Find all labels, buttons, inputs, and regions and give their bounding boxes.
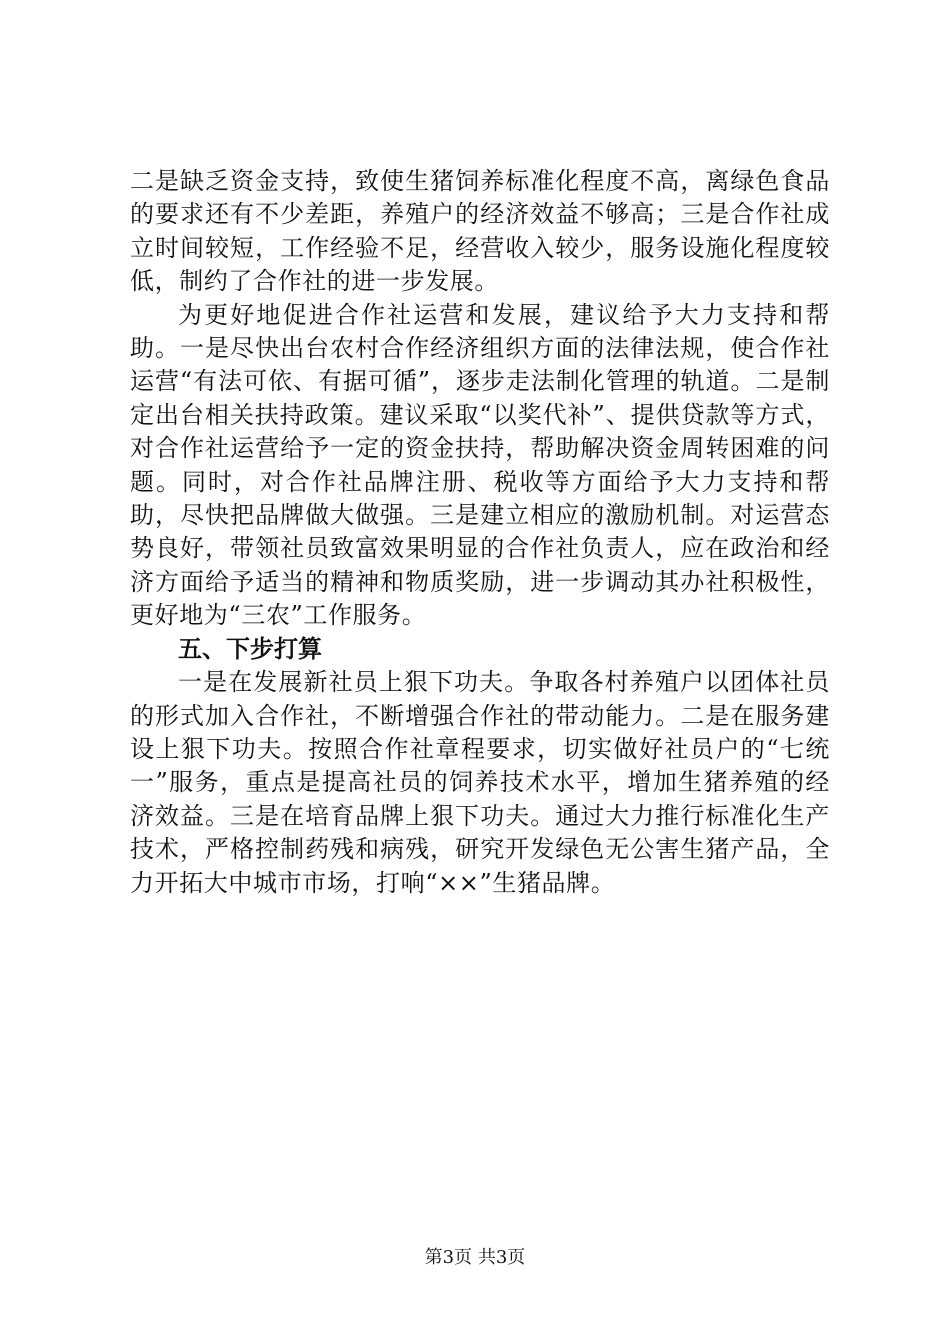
document-body	[130, 165, 830, 900]
paragraph-recommendations: 为更好地促进合作社运营和发展，建议给予大力支持和帮助。一是尽快出台农村合作经济组织方面的法律法规，使合作社运营“有法可依、有据可循”，逐步走法制化管理的轨道。二是制定出台相关扶持政策。建议采取“以奖代补”、提供贷款等方式，对合作社运营给予一定的资金扶持，帮助解决资金周转困难的问题。同时，对合作社品牌注册、税收等方面给予大力支持和帮助，尽快把品牌做大做强。三是建立相应的激励机制。对运营态势良好，带领社员致富效果明显的合作社负责人，应在政治和经济方面给予适当的精神和物质奖励，进一步调动其办社积极性，更好地为“三农”工作服务。	[130, 300, 830, 630]
page-number-footer: 第3页 共3页	[424, 1247, 526, 1268]
section-heading-next-steps: 五、下步打算	[178, 634, 322, 663]
paragraph-next-steps: 一是在发展新社员上狠下功夫。争取各村养殖户以团体社员的形式加入合作社，不断增强合作社的带动能力。二是在服务建设上狠下功夫。按照合作社章程要求，切实做好社员户的“七统一”服务，重点是提高社员的饲养技术水平，增加生猪养殖的经济效益。三是在培育品牌上狠下功夫。通过大力推行标准化生产技术，严格控制药残和病残，研究开发绿色无公害生猪产品，全力开拓大中城市市场，打响“××”生猪品牌。	[130, 668, 830, 897]
paragraph-funding-issues: 二是缺乏资金支持，致使生猪饲养标准化程度不高，离绿色食品的要求还有不少差距，养殖户的经济效益不够高；三是合作社成立时间较短，工作经验不足，经营收入较少，服务设施化程度较低，制约了合作社的进一步发展。	[130, 167, 830, 296]
